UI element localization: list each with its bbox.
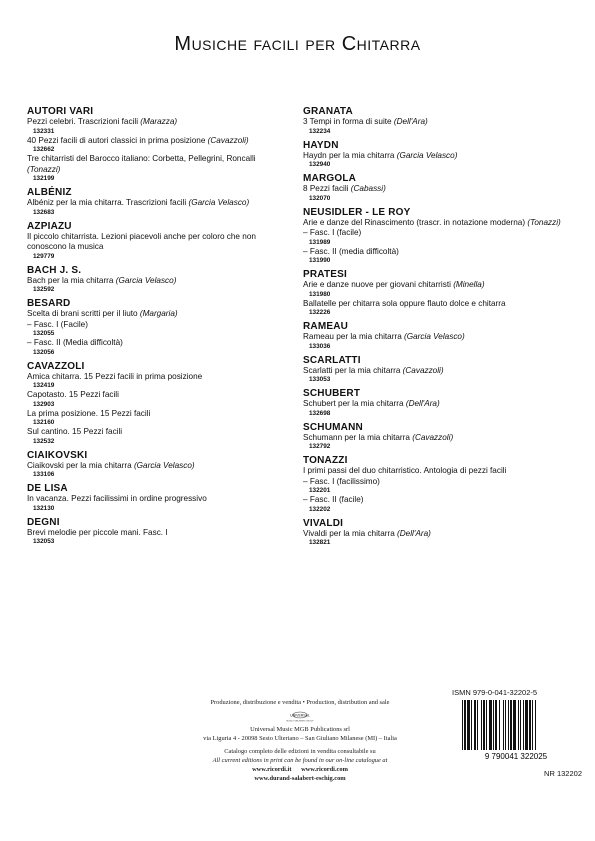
catalogue-entry <box>27 136 287 147</box>
entry-arranger: (Dell'Ara) <box>405 399 440 408</box>
catalogue-entry <box>27 427 287 438</box>
publisher-footer <box>165 698 435 783</box>
entry-arranger: (Dell'Ara) <box>393 117 428 126</box>
barcode-digits: 9 790041 322025 <box>484 752 548 760</box>
barcode-bar <box>474 700 476 750</box>
catalogue-entry <box>303 399 573 410</box>
catalogue-code: 131990 <box>309 257 331 264</box>
entry-arranger: (Minella) <box>453 280 485 289</box>
barcode-image <box>452 700 580 760</box>
entry-title: Bach per la mia chitarra <box>27 275 116 285</box>
catalogue-entry <box>303 366 573 377</box>
catalogue-entry <box>303 184 573 195</box>
catalogue-entry <box>303 477 573 488</box>
barcode-bar <box>535 700 536 750</box>
entry-title: Scarlatti per la mia chitarra <box>303 365 403 375</box>
ismn-code: ISMN 979-0-041-32202-5 <box>452 688 538 697</box>
entry-title: – Fasc. I (facilissimo) <box>303 476 380 486</box>
entry-title: Schubert per la mia chitarra <box>303 399 406 408</box>
page-title: Musiche facili per Chitarra <box>174 33 421 55</box>
barcode-bar <box>471 700 472 750</box>
entry-title: – Fasc. II (facile) <box>303 495 364 504</box>
entry-title: Schumann per la mia chitarra <box>303 432 413 442</box>
composer-heading: HAYDN <box>303 139 339 151</box>
right-column <box>303 106 573 547</box>
web-link-ricordi-it[interactable]: www.ricordi.it <box>252 766 292 773</box>
publisher-name: Universal Music MGB Publications srl <box>250 726 350 733</box>
barcode-bar <box>495 700 497 750</box>
composer-heading: AZPIAZU <box>27 220 72 232</box>
catalogue-entry <box>303 151 573 162</box>
entry-title: Arie e danze del Rinascimento (trascr. in notazione moderna) <box>303 217 528 227</box>
left-column <box>27 106 287 546</box>
entry-arranger: (Tonazzi) <box>27 164 61 174</box>
entry-arranger: (Garcia Velasco) <box>188 198 250 207</box>
composer-heading: SCARLATTI <box>303 354 361 366</box>
barcode-bar <box>462 700 463 750</box>
catalogue-code: 132234 <box>309 127 331 135</box>
barcode-block <box>452 688 582 778</box>
entry-title: Ballatelle per chitarra sola oppure flauto dolce e chitarra <box>303 298 506 308</box>
composer-heading: SCHUMANN <box>303 421 363 433</box>
catalogue-entry <box>27 409 287 420</box>
barcode-bar <box>529 700 531 750</box>
catalogue-code: 133036 <box>309 342 331 350</box>
barcode-bar <box>481 700 482 750</box>
entry-arranger: (Cabassi) <box>350 184 386 193</box>
catalogue-code: 132160 <box>33 419 55 426</box>
entry-title: Scelta di brani scritti per il liuto <box>27 309 140 318</box>
catalogue-entry <box>27 154 287 175</box>
entry-arranger: (Garcia Velasco) <box>133 460 195 470</box>
catalogue-entry <box>27 528 287 539</box>
catalogue-entry <box>303 247 573 258</box>
catalogue-entry <box>27 320 287 331</box>
catalogue-code: 131980 <box>309 290 331 298</box>
barcode-bar <box>505 700 506 750</box>
catalogue-code: 132055 <box>33 330 55 337</box>
composer-heading: RAMEAU <box>303 321 349 332</box>
entry-title: 40 Pezzi facili di autori classici in prima posizione <box>27 135 208 145</box>
composer-heading: PRATESI <box>303 269 347 280</box>
catalogue-entry <box>303 228 573 239</box>
entry-arranger: (Margaria) <box>139 309 178 318</box>
catalogue-code: 132070 <box>309 194 331 202</box>
entry-title: Albéniz per la mia chitarra. Trascrizioni facili <box>27 198 189 207</box>
publisher-address: via Liguria 4 - 20098 Sesto Ulteriano – San Giuliano Milanese (MI) – Italia <box>203 735 397 742</box>
entry-arranger: (Cavazzoli) <box>402 365 444 375</box>
entry-arranger: (Garcia Velasco) <box>404 332 465 341</box>
barcode-bar <box>508 700 509 750</box>
entry-title: – Fasc. II (media difficoltà) <box>303 246 399 256</box>
entry-arranger: (Garcia Velasco) <box>396 150 458 160</box>
composer-heading: BACH J. S. <box>27 264 82 276</box>
entry-title: I primi passi del duo chitarristico. Antologia di pezzi facili <box>303 466 507 475</box>
catalogue-it: Catalogo completo delle edizioni in vendita consultabile su <box>224 748 376 755</box>
barcode-bar <box>499 700 500 750</box>
catalogue-code: 132792 <box>309 443 331 450</box>
catalogue-code: 132053 <box>33 538 55 545</box>
universal-logo-icon <box>282 709 318 723</box>
barcode-bar <box>523 700 524 750</box>
catalogue-code: 132202 <box>309 505 331 513</box>
catalogue-code: 132662 <box>33 146 55 153</box>
catalogue-code: 132331 <box>33 127 55 135</box>
catalogue-entry <box>303 433 573 444</box>
catalogue-entry <box>27 390 287 401</box>
barcode-bar <box>518 700 519 750</box>
entry-arranger: (Tonazzi) <box>527 217 561 227</box>
entry-title: Haydn per la mia chitarra <box>303 150 397 160</box>
web-link-durand[interactable]: www.durand-salabert-eschig.com <box>254 775 346 782</box>
composer-heading: CIAIKOVSKI <box>27 449 88 461</box>
catalogue-entry <box>27 309 287 320</box>
barcode-bar <box>467 700 470 750</box>
entry-title: Il piccolo chitarrista. Lezioni piacevoli anche per coloro che non conoscono la musica <box>27 231 256 251</box>
entry-title: Capotasto. 15 Pezzi facili <box>27 390 119 399</box>
entry-title: La prima posizione. 15 Pezzi facili <box>27 408 151 418</box>
entry-title: – Fasc. I (Facile) <box>27 319 88 329</box>
catalogue-entry <box>27 232 287 253</box>
entry-title: Rameau per la mia chitarra <box>303 332 405 341</box>
composer-heading: NEUSIDLER - LE ROY <box>303 206 411 218</box>
catalogue-code: 132903 <box>33 400 55 408</box>
catalogue-code: 132201 <box>309 487 331 494</box>
composer-heading: ALBÉNIZ <box>27 187 72 198</box>
catalogue-code: 132226 <box>309 309 331 316</box>
barcode-bar <box>493 700 494 750</box>
composer-heading: CAVAZZOLI <box>27 360 85 372</box>
web-link-ricordi-com[interactable]: www.ricordi.com <box>301 766 348 773</box>
entry-title: 3 Tempi in forma di suite <box>303 117 394 126</box>
catalogue-entry <box>27 276 287 287</box>
catalogue-entry <box>303 218 573 229</box>
catalogue-entry <box>303 117 573 128</box>
entry-title: Ciaikovski per la mia chitarra <box>27 460 134 470</box>
barcode-bar <box>532 700 533 750</box>
catalogue-code: 132683 <box>33 208 55 216</box>
barcode-bar <box>513 700 516 750</box>
catalogue-code: 132419 <box>33 382 55 389</box>
entry-title: Vivaldi per la mia chitarra <box>303 528 398 538</box>
barcode-bar <box>503 700 504 750</box>
composer-heading: DE LISA <box>27 483 68 494</box>
nr-code: NR 132202 <box>544 769 582 778</box>
composer-heading: MARGOLA <box>303 173 357 184</box>
catalogue-code: 132698 <box>309 409 331 417</box>
entry-title: – Fasc. I (facile) <box>303 228 362 237</box>
catalogue-code: 133106 <box>33 471 55 478</box>
barcode-bar <box>510 700 512 750</box>
entry-arranger: (Marazza) <box>140 117 178 126</box>
catalogue-entry <box>303 466 573 477</box>
catalogue-code: 132056 <box>33 348 55 356</box>
entry-title: – Fasc. II (Media difficoltà) <box>27 338 123 347</box>
barcode-bar <box>525 700 528 750</box>
catalogue-entry <box>27 461 287 472</box>
composer-heading: DEGNI <box>27 516 60 528</box>
barcode-bar <box>464 700 466 750</box>
composer-heading: AUTORI VARI <box>27 106 94 117</box>
catalogue-code: 132821 <box>309 539 331 546</box>
entry-title: Brevi melodie per piccole mani. Fasc. I <box>27 527 168 537</box>
svg-text:MUSIC PUBLISHING GROUP: MUSIC PUBLISHING GROUP <box>286 720 314 723</box>
entry-title: In vacanza. Pezzi facilissimi in ordine progressivo <box>27 494 207 503</box>
catalogue-code: 132199 <box>33 175 55 182</box>
composer-heading: TONAZZI <box>303 455 348 466</box>
composer-heading: SCHUBERT <box>303 388 361 399</box>
entry-title: Arie e danze nuove per giovani chitarristi <box>303 280 454 289</box>
catalogue-code: 132592 <box>33 286 55 293</box>
catalogue-code: 132532 <box>33 437 55 445</box>
entry-title: 8 Pezzi facili <box>303 184 351 193</box>
barcode-bar <box>486 700 487 750</box>
production-line: Produzione, distribuzione e vendita • Production, distribution and sale <box>210 699 390 706</box>
catalogue-entry <box>27 372 287 383</box>
catalogue-entry <box>303 495 573 506</box>
catalogue-code: 133053 <box>309 376 331 383</box>
barcode-bar <box>483 700 485 750</box>
entry-title: Tre chitarristi del Barocco italiano: Corbetta, Pellegrini, Roncalli <box>27 154 256 163</box>
catalogue-code: 129779 <box>33 252 55 260</box>
entry-arranger: (Dell'Ara) <box>397 528 431 538</box>
barcode-bar <box>477 700 478 750</box>
composer-heading: BESARD <box>27 298 71 309</box>
catalogue-code: 132130 <box>33 504 55 512</box>
entry-title: Pezzi celebri. Trascrizioni facili <box>27 117 141 126</box>
catalogue-entry <box>303 529 573 540</box>
entry-arranger: (Cavazzoli) <box>207 135 249 145</box>
catalogue-en: All current editions in print can be found in our on-line catalogue at <box>212 757 388 764</box>
entry-title: Sul cantino. 15 Pezzi facili <box>27 427 123 436</box>
barcode-bar <box>520 700 521 750</box>
catalogue-entry <box>27 338 287 349</box>
catalogue-entry <box>303 299 573 310</box>
composer-heading: VIVALDI <box>303 517 344 529</box>
composer-heading: GRANATA <box>303 106 353 117</box>
svg-text:UNIVERSAL: UNIVERSAL <box>290 713 310 718</box>
catalogue-code: 132940 <box>309 161 331 168</box>
entry-arranger: (Cavazzoli) <box>412 432 454 442</box>
entry-arranger: (Garcia Velasco) <box>115 275 177 285</box>
catalogue-entry <box>303 332 573 343</box>
catalogue-entry <box>303 280 573 291</box>
catalogue-entry <box>27 117 287 128</box>
entry-title: Amica chitarra. 15 Pezzi facili in prima posizione <box>27 371 203 381</box>
barcode-bar <box>489 700 492 750</box>
catalogue-entry <box>27 198 287 209</box>
catalogue-entry <box>27 494 287 505</box>
catalogue-code: 131989 <box>309 238 331 246</box>
